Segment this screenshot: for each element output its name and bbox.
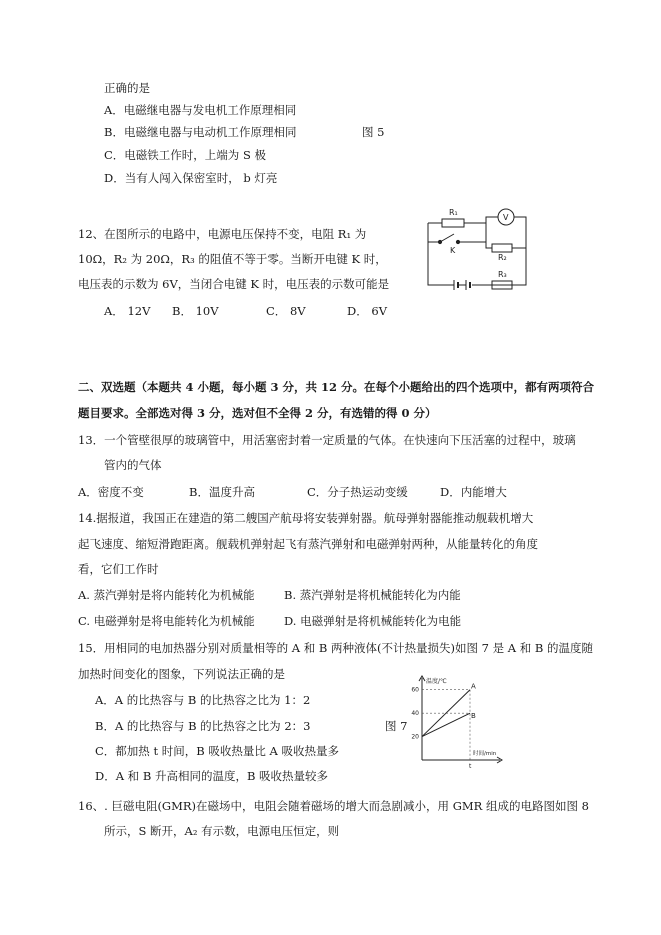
q13-option-a: A．密度不变 (78, 485, 144, 499)
q16-line-2: 所示，S 断开，A₂ 有示数，电源电压恒定，则 (104, 824, 340, 838)
y-axis-label: 温度/℃ (426, 678, 447, 685)
r2-label: R₂ (498, 253, 507, 262)
q11-option-a: A．电磁继电器与发电机工作原理相同 (104, 103, 297, 117)
q14-option-a: A. 蒸汽弹射是将内能转化为机械能 (78, 588, 255, 602)
q11-intro: 正确的是 (104, 81, 150, 95)
y-tick-label-1: 40 (411, 710, 419, 718)
q13-option-b: B．温度升高 (189, 485, 255, 499)
q12-option-a: A． 12V (104, 304, 151, 318)
q13-option-d: D．内能增大 (440, 485, 507, 499)
q15-option-a: A．A 的比热容与 B 的比热容之比为 1：2 (95, 693, 311, 707)
q15-option-c: C．都加热 t 时间，B 吸收热量比 A 吸收热量多 (95, 744, 339, 758)
q12-option-c: C． 8V (266, 304, 306, 318)
q13-option-c: C．分子热运动变缓 (307, 485, 408, 499)
q15-line-1: 15．用相同的电加热器分别对质量相等的 A 和 B 两种液体(不计热量损失)如图 7 是 A 和 B 的温度随 (78, 641, 593, 655)
q14-line-3: 看，它们工作时 (78, 562, 159, 576)
y-tick-label-0: 20 (411, 733, 419, 741)
q14-option-d: D. 电磁弹射是将机械能转化为电能 (284, 614, 462, 628)
q12-line-3: 电压表的示数为 6V，当闭合电键 K 时，电压表的示数可能是 (78, 277, 390, 291)
q11-option-b: B．电磁继电器与电动机工作原理相同 (104, 125, 297, 139)
q14-line-2: 起飞速度、缩短滑跑距离。舰载机弹射起飞有蒸汽弹射和电磁弹射两种，从能量转化的角度 (78, 537, 538, 551)
series-line-B (422, 713, 470, 736)
x-tick-label-0: t (469, 763, 472, 770)
q11-figure-label: 图 5 (362, 125, 385, 139)
q12-option-b: B． 10V (172, 304, 219, 318)
q15-option-b: B．A 的比热容与 B 的比热容之比为 2：3 (95, 719, 311, 733)
q16-line-1: 16、. 巨磁电阻(GMR)在磁场中，电阻会随着磁场的增大而急剧减小，用 GMR 组成的电路图如图 8 (78, 799, 589, 813)
y-tick-label-2: 60 (411, 686, 419, 694)
q12-line-1: 12、在图所示的电路中，电源电压保持不变，电阻 R₁ 为 (78, 227, 367, 241)
q13-line-2: 管内的气体 (104, 458, 162, 472)
series-label-B: B (471, 712, 476, 721)
r3-label: R₃ (498, 270, 507, 279)
q11-option-c: C．电磁铁工作时，上端为 S 极 (104, 148, 266, 162)
q11-option-d: D．当有人闯入保密室时， b 灯亮 (104, 171, 278, 185)
q14-option-c: C. 电磁弹射是将电能转化为机械能 (78, 614, 255, 628)
x-axis-label: 时间/min (473, 751, 497, 757)
q14-option-b: B. 蒸汽弹射是将机械能转化为内能 (284, 588, 461, 602)
section2-heading-line-2: 题目要求。全部选对得 3 分，选对但不全得 2 分，有选错的得 0 分） (78, 406, 437, 420)
q12-line-2: 10Ω，R₂ 为 20Ω，R₃ 的阻值不等于零。当断开电键 K 时， (78, 252, 387, 266)
q14-line-1: 14.据报道，我国正在建造的第二艘国产航母将安装弹射器。航母弹射器能推动舰载机增大 (78, 511, 534, 525)
switch-label: K (450, 246, 456, 255)
q12-circuit-diagram (420, 200, 545, 294)
voltmeter-label: V (503, 213, 509, 222)
q15-line-2: 加热时间变化的图象，下列说法正确的是 (78, 667, 285, 681)
q15-temperature-graph (400, 672, 505, 772)
section2-heading-line-1: 二、双选题（本题共 4 小题，每小题 3 分，共 12 分。在每个小题给出的四个选项中，都有两项符合 (78, 380, 595, 394)
q12-option-d: D． 6V (347, 304, 387, 318)
q15-figure-label: 图 7 (385, 719, 408, 733)
series-label-A: A (471, 682, 476, 691)
q15-option-d: D．A 和 B 升高相同的温度，B 吸收热量较多 (95, 769, 329, 783)
r1-label: R₁ (449, 208, 458, 217)
q13-line-1: 13．一个管壁很厚的玻璃管中，用活塞密封着一定质量的气体。在快速向下压活塞的过程中，玻璃 (78, 433, 576, 447)
